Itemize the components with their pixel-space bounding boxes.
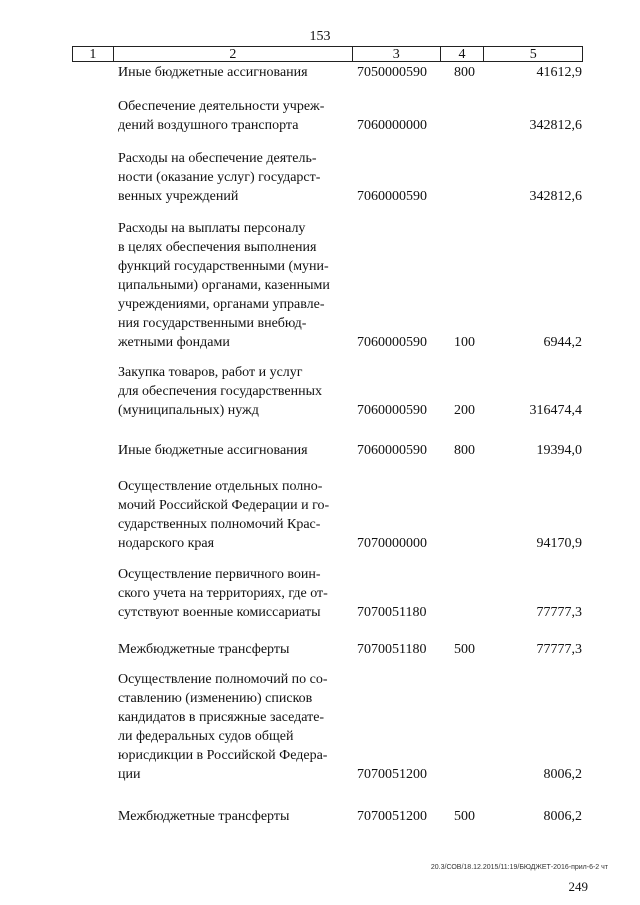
row-target-code: 7060000590 — [357, 189, 427, 204]
row-description — [118, 565, 351, 622]
description-line: венных учреждений — [118, 189, 239, 204]
row-description — [118, 149, 351, 206]
row-expense-type: 500 — [454, 642, 475, 657]
description-line: для обеспечения государственных — [118, 384, 322, 399]
row-description — [118, 640, 351, 659]
description-line: учреждениями, органами управле- — [118, 297, 325, 312]
column-header-1: 1 — [73, 47, 114, 61]
description-line: ского учета на территориях, где от- — [118, 586, 328, 601]
column-header-2: 2 — [114, 47, 353, 61]
row-description — [118, 219, 351, 352]
description-line: сударственных полномочий Крас- — [118, 517, 321, 532]
row-amount: 41612,9 — [536, 65, 582, 80]
description-line: жетными фондами — [118, 335, 230, 350]
row-amount: 316474,4 — [529, 403, 582, 418]
row-expense-type: 500 — [454, 809, 475, 824]
description-line: функций государственными (муни- — [118, 259, 329, 274]
description-line: дений воздушного транспорта — [118, 118, 299, 133]
sheet-number: 249 — [568, 879, 588, 894]
table-row — [0, 477, 640, 553]
description-line: мочий Российской Федерации и го- — [118, 498, 330, 513]
table-row — [0, 670, 640, 784]
page-number: 153 — [309, 29, 331, 44]
table-row — [0, 363, 640, 420]
table-row — [0, 149, 640, 206]
description-line: ципальными) органами, казенными — [118, 278, 330, 293]
column-header-5: 5 — [529, 47, 537, 62]
table-row — [0, 640, 640, 659]
column-header-4: 4 — [441, 47, 485, 61]
column-header-row — [72, 46, 583, 62]
description-line: Иные бюджетные ассигнования — [118, 443, 308, 458]
row-target-code: 7060000000 — [357, 118, 427, 133]
table-row — [0, 565, 640, 622]
footer-document-reference: 20.3/СОВ/18.12.2015/11:19/БЮДЖЕТ-2016-прил-6-2 чт — [430, 864, 608, 871]
description-line: кандидатов в присяжные заседате- — [118, 710, 325, 725]
row-expense-type: 800 — [454, 443, 475, 458]
row-target-code: 7060000590 — [357, 443, 427, 458]
table-row — [0, 63, 640, 82]
row-target-code: 7070000000 — [357, 536, 427, 551]
description-line: Осуществление полномочий по со- — [118, 672, 328, 687]
row-target-code: 7070051180 — [357, 605, 427, 620]
row-amount: 8006,2 — [543, 767, 582, 782]
table-row — [0, 97, 640, 135]
row-target-code: 7070051200 — [357, 767, 427, 782]
row-target-code: 7060000590 — [357, 403, 427, 418]
description-line: Иные бюджетные ассигнования — [118, 65, 308, 80]
row-description — [118, 363, 351, 420]
row-target-code: 7060000590 — [357, 335, 427, 350]
description-line: ния государственными внебюд- — [118, 316, 307, 331]
row-amount: 8006,2 — [543, 809, 582, 824]
row-amount: 77777,3 — [536, 605, 582, 620]
description-line: нодарского края — [118, 536, 215, 551]
description-line: Межбюджетные трансферты — [118, 642, 290, 657]
row-amount: 6944,2 — [543, 335, 582, 350]
description-line: ции — [118, 767, 141, 782]
description-line: юрисдикции в Российской Федера- — [118, 748, 328, 763]
row-amount: 342812,6 — [529, 189, 582, 204]
row-amount: 342812,6 — [529, 118, 582, 133]
description-line: в целях обеспечения выполнения — [118, 240, 317, 255]
table-row — [0, 219, 640, 352]
description-line: Закупка товаров, работ и услуг — [118, 365, 303, 380]
row-expense-type: 800 — [454, 65, 475, 80]
description-line: (муниципальных) нужд — [118, 403, 259, 418]
description-line: Осуществление отдельных полно- — [118, 479, 323, 494]
row-description — [118, 477, 351, 553]
description-line: Расходы на выплаты персоналу — [118, 221, 306, 236]
description-line: Межбюджетные трансферты — [118, 809, 290, 824]
description-line: Осуществление первичного воин- — [118, 567, 321, 582]
description-line: сутствуют военные комиссариаты — [118, 605, 321, 620]
description-line: Обеспечение деятельности учреж- — [118, 99, 325, 114]
description-line: ности (оказание услуг) государст- — [118, 170, 321, 185]
row-description — [118, 97, 351, 135]
row-description — [118, 807, 351, 826]
row-amount: 94170,9 — [536, 536, 582, 551]
description-line: ли федеральных судов общей — [118, 729, 294, 744]
row-amount: 19394,0 — [536, 443, 582, 458]
row-target-code: 7070051200 — [357, 809, 427, 824]
description-line: Расходы на обеспечение деятель- — [118, 151, 317, 166]
row-description — [118, 441, 351, 460]
table-row — [0, 807, 640, 826]
row-expense-type: 200 — [454, 403, 475, 418]
row-amount: 77777,3 — [536, 642, 582, 657]
column-header-3: 3 — [353, 47, 441, 61]
row-description — [118, 670, 351, 784]
row-expense-type: 100 — [454, 335, 475, 350]
row-description — [118, 63, 351, 82]
row-target-code: 7050000590 — [357, 65, 427, 80]
row-target-code: 7070051180 — [357, 642, 427, 657]
description-line: ставлению (изменению) списков — [118, 691, 313, 706]
table-row — [0, 441, 640, 460]
